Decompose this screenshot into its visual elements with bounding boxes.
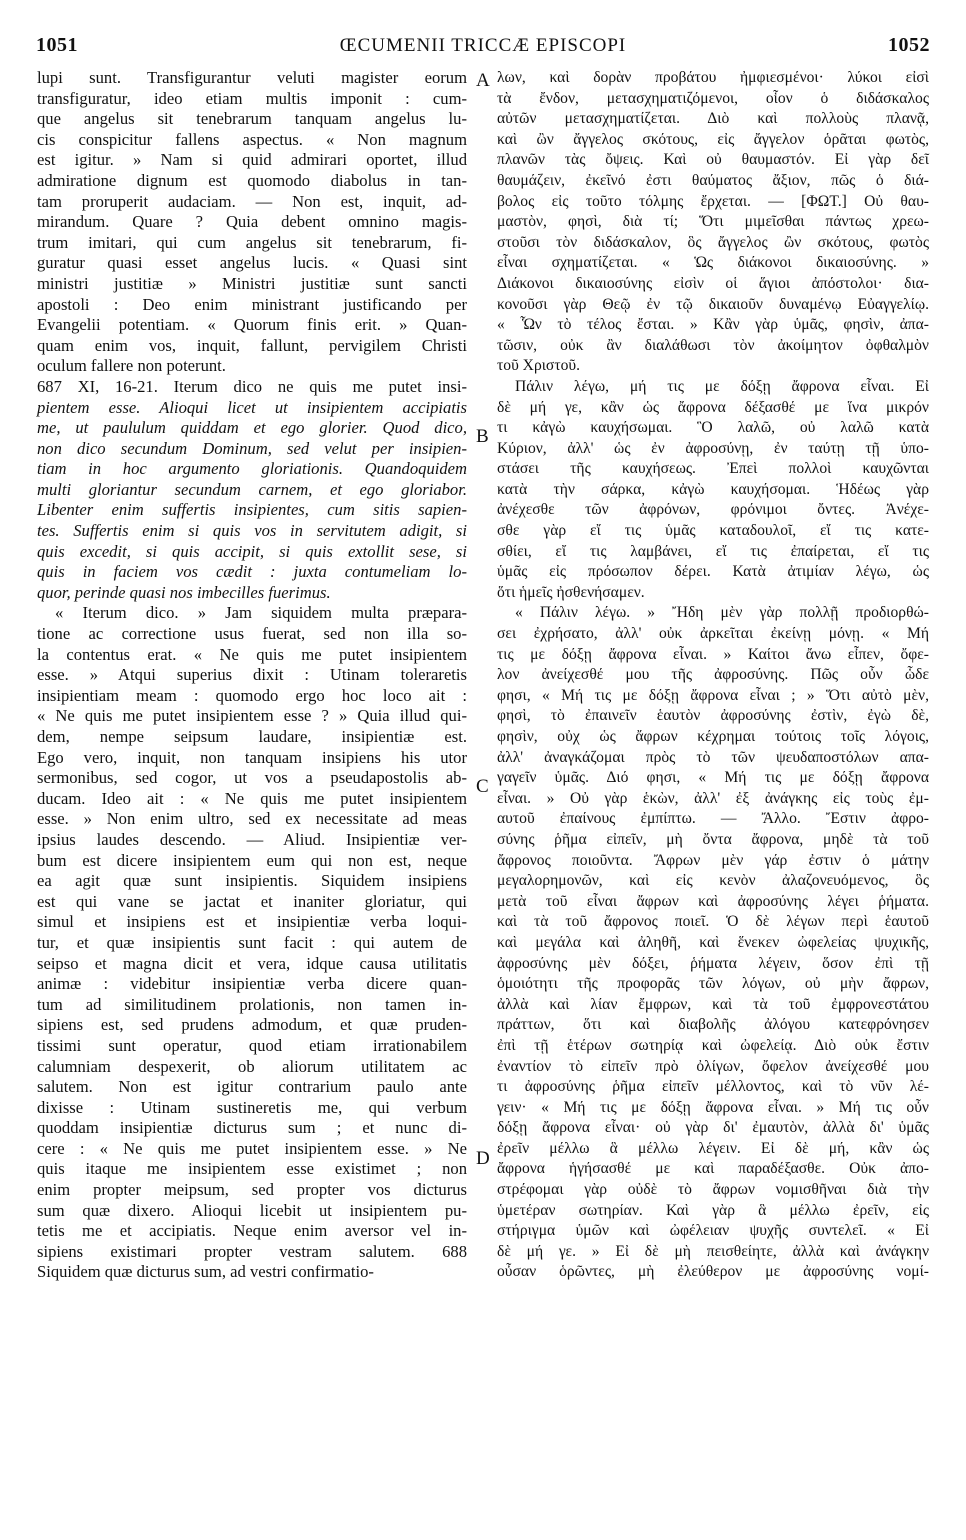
text-line: ἀλλ' ἀναγκάζομαι πρὸς τὸ τῶν ψευδαποστόλων απα- — [497, 748, 929, 766]
greek-column — [497, 68, 929, 1283]
text-line: oculum fallere non poterunt. — [37, 356, 226, 376]
text-line: « Ne quis me putet insipientem esse ? » Quia illud qui- — [37, 706, 467, 726]
text-line: la contentus erat. « Ne quis me putet insipientem — [37, 644, 467, 664]
text-line: calumniam despexerit, ob aliorum utilitatem ac — [37, 1056, 467, 1076]
text-line: « Iterum dico. » Jam siquidem multa præpara- — [55, 603, 467, 623]
text-line: ὑμετέραν σωτηρίαν. Καὶ γὰρ ἃ μέλλω ἐρεῖν, εἰς — [497, 1201, 929, 1219]
text-line: tam proruperit audaciam. — Non est, inquit, ad- — [37, 191, 467, 211]
text-line: quis itaque me insipientem esse existimet ; non — [37, 1159, 467, 1179]
text-line: « Πάλιν λέγω. » Ἤδη μὲν γὰρ πολλῇ προδιορθώ- — [515, 604, 929, 622]
text-line: μεγαλορημονῶν, καὶ εἰς κενὸν ἀλαζονευόμενος, ὃς — [497, 872, 929, 890]
text-line: tione ac correctione usus fuerat, sed non illa so- — [37, 624, 467, 644]
text-line: insipientiam meam : quomodo ergo hoc loco ait : — [37, 685, 467, 705]
text-line: pientem esse. Alioqui licet ut insipientem accipiatis — [37, 397, 467, 417]
text-line: lupi sunt. Transfigurantur veluti magister eorum — [37, 68, 467, 87]
text-line: guratur quasi esset angelus lucis. « Quasi sint — [37, 253, 467, 273]
text-line: στάσει τῆς καυχήσεως. Ἐπεὶ πολλοὶ καυχῶνται — [497, 460, 929, 478]
text-line: sermonibus, sed cogor, ut vos a pseudapostolis ab- — [37, 768, 467, 788]
text-line: στήριγμα ὑμῶν καὶ ὠφέλειαν ψυχῆς συντελεῖ. « Εἰ — [497, 1222, 929, 1240]
text-line: me, ut paululum quiddam et ego glorier. Quod dico, — [37, 418, 467, 438]
text-line: δόξῃ ἄφρονα εἶναι· οὐ γὰρ δι' ἐμαυτὸν, ἀλλὰ δι' ὑμᾶς — [497, 1119, 929, 1137]
text-line: dem, nempe seipsum laudare, insipientiæ est. — [37, 727, 467, 746]
text-line: admiratione dignum est quomodo diabolus in tan- — [37, 170, 467, 190]
text-line: 687 XI, 16-21. Iterum dico ne quis me putet insi- — [37, 376, 467, 396]
text-line: τι κἀγὼ καυχήσωμαι. Ὃ λαλῶ, οὐ λαλῶ κατὰ — [497, 419, 929, 437]
text-line: tum ad similitudinem prolationis, non tamen in- — [37, 994, 467, 1014]
text-line: τῶσιν, οὐκ ἂν διαλάθωσι τὸν ἀκοίμητον ὀφθαλμὸν — [497, 336, 929, 354]
text-line: πλανῶν τὰς ὄψεις. Καὶ οὐ θαυμαστόν. Εἰ γὰρ δεῖ — [497, 151, 929, 169]
text-line: ὅτι ἡμεῖς ἠσθενήσαμεν. — [497, 583, 645, 601]
text-line: σύνης ῥῆμα εἰπεῖν, μὴ ὄντα ἄφρονα, μηδὲ τὰ τοῦ — [497, 830, 929, 848]
text-line: στρέφομαι γὰρ οὐδὲ τὸ ἄφρων νομισθῆναι διὰ τὴν — [497, 1181, 929, 1199]
text-line: ducam. Ideo ait : « Ne quis me putet insipientem — [37, 788, 467, 808]
text-line: Evangelii potentiam. « Quorum finis erit. » Quan- — [37, 315, 467, 335]
margin-letter-c: C — [476, 776, 489, 797]
text-line: esse. » Non enim ultro, sed ex necessitate ad meas — [37, 809, 467, 829]
text-line: tur, et quæ insipientis sunt facit : qui autem de — [37, 932, 467, 952]
text-line: στοῦσι τὸν διδάσκαλον, ὃς ἄγγελος ὢν σκότους, φωτὸς — [497, 233, 929, 251]
margin-letter-d: D — [476, 1148, 490, 1169]
text-line: ipsius laudes descendo. — Aliud. Insipientiæ ver- — [37, 829, 467, 849]
text-line: τὰ ἔνδον, μετασχηματιζόμενοι, οἷον ὁ διδάσκαλος — [497, 89, 929, 107]
right-page-number: 1052 — [888, 34, 930, 56]
text-line: καὶ τὰ τοῦ ἄφρονος ποιεῖ. Ὁ δὲ λέγων περὶ ἑαυτοῦ — [497, 913, 929, 931]
text-line: θαυμάζειν, ἐκεῖνό ἐστι θαύματος ἄξιον, πῶς ὁ διά- — [497, 171, 929, 189]
text-line: sipiens existimari propter vestram salutem. 688 — [37, 1241, 467, 1261]
text-line: καὶ μεγάλα καὶ ἀληθῆ, καὶ ἕνεκεν ὠφελείας ψυχικῆς, — [497, 933, 929, 951]
text-line: οὖσαν ὁρῶντες, μὴ ἐλεύθερον με ἀφροσύνης νομί- — [497, 1263, 929, 1281]
text-line: tetis me et accipiatis. Neque enim aversor vel in- — [37, 1221, 467, 1241]
text-line: trum imitari, qui cum angelus sit tenebrarum, fi- — [37, 232, 467, 252]
text-line: τοῦ Χριστοῦ. — [497, 357, 581, 375]
text-line: ἐρεῖν μέλλω ἃ μέλλω λέγειν. Εἰ δὲ μή, κἂν ὡς — [497, 1139, 929, 1157]
text-line: μετὰ τοῦ εἶναι ἄφρων καὶ ἀφροσύνης λέγει ῥήματα. — [497, 892, 929, 910]
text-line: λων, καὶ δορὰν προβάτου ἠμφιεσμένοι· λύκοι εἰσὶ — [497, 69, 929, 86]
latin-column — [37, 68, 467, 1283]
text-line: bum est dicere insipientem eum qui non est, neque — [37, 850, 467, 870]
text-line: quis in faciem vos cædit : juxta contumeliam lo- — [37, 562, 467, 582]
text-line: ἀνέχεσθε τῶν ἀφρόνων, φρόνιμοι ὄντες. Ἀνέχε- — [497, 501, 929, 519]
text-line: tes. Suffertis enim si quis vos in servitutem adigit, si — [37, 521, 467, 541]
text-line: ea agit quæ sunt insipientis. Siquidem insipiens — [37, 871, 467, 891]
text-line: πράττων, ὅτι καὶ διαβολῆς ἀλόγου κατεφρόνησεν — [497, 1016, 929, 1034]
text-line: quoddam insipientiæ dicturus sum ; et nunc di- — [37, 1118, 467, 1138]
text-line: est igitur. » Nam si quid admirari oportet, illud — [37, 150, 467, 170]
text-line: multi gloriantur secundum carnem, et ego gloriabor. — [37, 479, 467, 499]
text-line: ἐναντίον τὸ εἰπεῖν πρὸ ὀλίγων, ὄφελον ἀνείχεσθέ μου — [497, 1057, 929, 1075]
text-line: que angelus sit tenebrarum tanquam angelus lu- — [37, 109, 467, 129]
text-line: esse. » Atqui superius dixit : Utinam toleraretis — [37, 665, 467, 685]
text-line: tissimi sunt operatur, quod etiam irrationabilem — [37, 1035, 467, 1055]
text-line: mirandum. Quare ? Quia debent omnino magis- — [37, 212, 467, 232]
text-line: enim propter meipsum, sed propter vos dicturus — [37, 1180, 467, 1200]
text-line: ἀλλὰ καὶ λίαν ἔμφρων, καὶ τὰ τοῦ ἐμφρονεστάτου — [497, 995, 929, 1013]
text-line: εἶναι σχηματίζεται. « Ὡς διάκονοι δικαιοσύνης. » — [497, 254, 929, 272]
text-line: animæ : videbitur insipientiæ verba dicere quan- — [37, 974, 467, 994]
text-line: ministri justitiæ » Ministri justitiæ sunt sancti — [37, 273, 467, 293]
text-line: Ego vero, inquit, non tanquam insipiens his utor — [37, 747, 467, 767]
text-line: est qui vane se jactat et inaniter gloriatur, qui — [37, 891, 467, 911]
text-line: sipiens est, sed prudens admodum, et quæ pruden- — [37, 1015, 467, 1035]
text-line: δὲ μή γε. » Εἰ δὲ μὴ πεισθείητε, ἀλλὰ καὶ ἀνάγκην — [497, 1242, 929, 1260]
margin-letter-a: A — [476, 70, 490, 91]
text-line: apostoli : Deo enim ministrant justificando per — [37, 294, 467, 314]
left-page-number: 1051 — [36, 34, 78, 56]
margin-letter-b: B — [476, 426, 489, 447]
text-line: σει ἐχρήσατο, ἀλλ' οὐκ ἀρκεῖται ἐκείνῃ μόνῃ. « Μή — [497, 625, 929, 643]
text-line: γειν· « Μή τις με δόξῃ ἄφρονα εἶναι. » Μή τις οὖν — [497, 1098, 929, 1116]
text-line: ἄφρονος ποιοῦντα. Ἄφρων μὲν γάρ ἐστιν ὁ μάτην — [497, 851, 929, 869]
text-line: tiam in hoc argumento gloriationis. Quandoquidem — [37, 459, 467, 479]
text-line: ὁμοιότητι τῆς προφορᾶς τῶν λόγων, οὐ μὴν ἄφρων, — [497, 975, 929, 993]
text-line: γαγεῖν ὑμᾶς. Διό φησι, « Μή τις με δόξῃ ἄφρονα — [497, 769, 929, 787]
text-line: σθίει, εἴ τις λαμβάνει, εἴ τις ἐπαίρεται, εἴ τις — [497, 542, 929, 560]
text-line: Siquidem quæ dicturus sum, ad vestri confirmatio- — [37, 1262, 374, 1282]
text-line: simul et insipiens est et insipientiæ verba loqui- — [37, 912, 467, 932]
text-line: φησὶ, τὸ ἐπαινεῖν ἑαυτὸν ἀφροσύνης ἐστὶν, ἐγὼ δὲ, — [497, 707, 929, 725]
text-line: Κύριον, ἀλλ' ὡς ἐν ἀφροσύνῃ, ἐν ταύτῃ τῇ ὑπο- — [497, 439, 929, 457]
text-line: τις με δόξῃ ἄφρονα εἶναι. » Καίτοι ἄνω εἶπεν, ὄφε- — [497, 645, 929, 663]
page-header — [36, 34, 930, 64]
text-line: αυτοῦ ἐπαίνους ἐμπίπτω. — Ἄλλο. Ἔστιν ἀφρο- — [497, 810, 929, 828]
text-line: sum quæ dixero. Alioqui licebit ut insipientem pu- — [37, 1200, 467, 1220]
text-line: dixisse : Utinam sustineretis me, qui verbum — [37, 1097, 467, 1117]
text-line: κατὰ τὴν σάρκα, κἀγὼ καυχήσομαι. Ἡδέως γὰρ — [497, 480, 929, 498]
text-line: « Ὧν τὸ τέλος ἔσται. » Κἂν γὰρ ὑμᾶς, φησὶν, ἀπα- — [497, 316, 929, 334]
text-line: κονοῦσι γὰρ Θεῷ ἐν τῷ δικαιοῦν δυναμένῳ Εὐαγγελίῳ. — [497, 295, 929, 313]
text-line: ἀφροσύνης μὲν δόξει, ῥήματα λέγειν, ὅσον ἐπὶ τῇ — [497, 954, 929, 972]
text-line: ὑμᾶς εἰς πρόσωπον δέρει. Κατὰ ἀτιμίαν λέγω, ὡς — [497, 563, 929, 581]
text-line: ἐπὶ τῇ ἑτέρων σωτηρίᾳ καὶ ὠφελείᾳ. Διὸ οὐκ ἔστιν — [497, 1036, 929, 1054]
text-line: βολος εἰς τοῦτο τόλμης ἔρχεται. — [ΦΩΤ.] Οὐ θαυ- — [497, 192, 929, 210]
text-line: φησι, « Μή τις με δόξῃ ἄφρονα εἶναι ; » Ὅτι αὐτὸ μὲν, — [497, 686, 929, 704]
text-line: seipso et magna dicit et vera, idque causa utilitatis — [37, 953, 467, 973]
text-line: Libenter enim suffertis insipientes, cum sitis sapien- — [37, 500, 467, 520]
text-line: quam enim vos, inquit, fallunt, pervigilem Christi — [37, 335, 467, 355]
text-line: ἄφρονα ἡγήσασθέ με καὶ παραδέξασθε. Οὐκ ἀπο- — [497, 1160, 929, 1178]
text-line: quor, perinde quasi nos imbecilles fuerimus. — [37, 582, 331, 602]
text-line: cere : « Ne quis me putet insipientem esse. » Ne — [37, 1138, 467, 1158]
text-line: εἶναι. » Οὐ γὰρ ἑκὼν, ἀλλ' ἐξ ἀνάγκης εἰς τοὺς ἐμ- — [497, 789, 929, 807]
text-line: δὲ μή γε, κἂν ὡς ἄφρονα δέξασθέ με ἵνα μικρόν — [497, 398, 929, 416]
running-title: ŒCUMENII TRICCÆ EPISCOPI — [339, 35, 627, 56]
text-line: καὶ ὢν ἄγγελος σκότους, εἰς ἄγγελον ὁρᾶται φωτὸς, — [497, 130, 929, 148]
text-line: salutem. Non est igitur contrarium paulo ante — [37, 1077, 467, 1097]
text-line: Διάκονοι δικαιοσύνης εἰσὶν οἱ ἅγιοι ἀπόστολοι· δια- — [497, 274, 929, 292]
text-line: non dico secundum Dominum, sed velut per insipien- — [37, 438, 467, 458]
text-line: τι ἀφροσύνης ῥῆμα εἰπεῖν μέλλοντος, καὶ τὸ νῦν λέ- — [497, 1078, 929, 1096]
text-line: Πάλιν λέγω, μή τις με δόξῃ ἄφρονα εἶναι. Εἰ — [515, 377, 929, 395]
text-line: αὐτῶν μετασχηματίζεται. Διὸ καὶ πολλοὺς πλανᾷ, — [497, 110, 929, 128]
text-line: μαστὸν, φησὶ, διὰ τί; Ὅτι μιμεῖσθαι πάντως χρεω- — [497, 213, 929, 231]
text-line: quis excedit, si quis accipit, si quis extollit sese, si — [37, 541, 467, 561]
text-line: λον ἀνείχεσθέ μου τῆς ἀφροσύνης. Πῶς οὖν ὧδε — [497, 666, 929, 684]
text-line: cis conspicitur fallens aspectus. « Non magnum — [37, 129, 467, 149]
text-line: σθε γὰρ εἴ τις ὑμᾶς καταδουλοῖ, εἴ τις κατε- — [497, 522, 929, 540]
text-line: φησὶν, οὐχ ὡς ἄφρων κέχρημαι τούτοις τοῖς λόγοις, — [497, 728, 929, 745]
text-line: transfiguratur, ideo etiam multis imponit : cum- — [37, 88, 467, 108]
